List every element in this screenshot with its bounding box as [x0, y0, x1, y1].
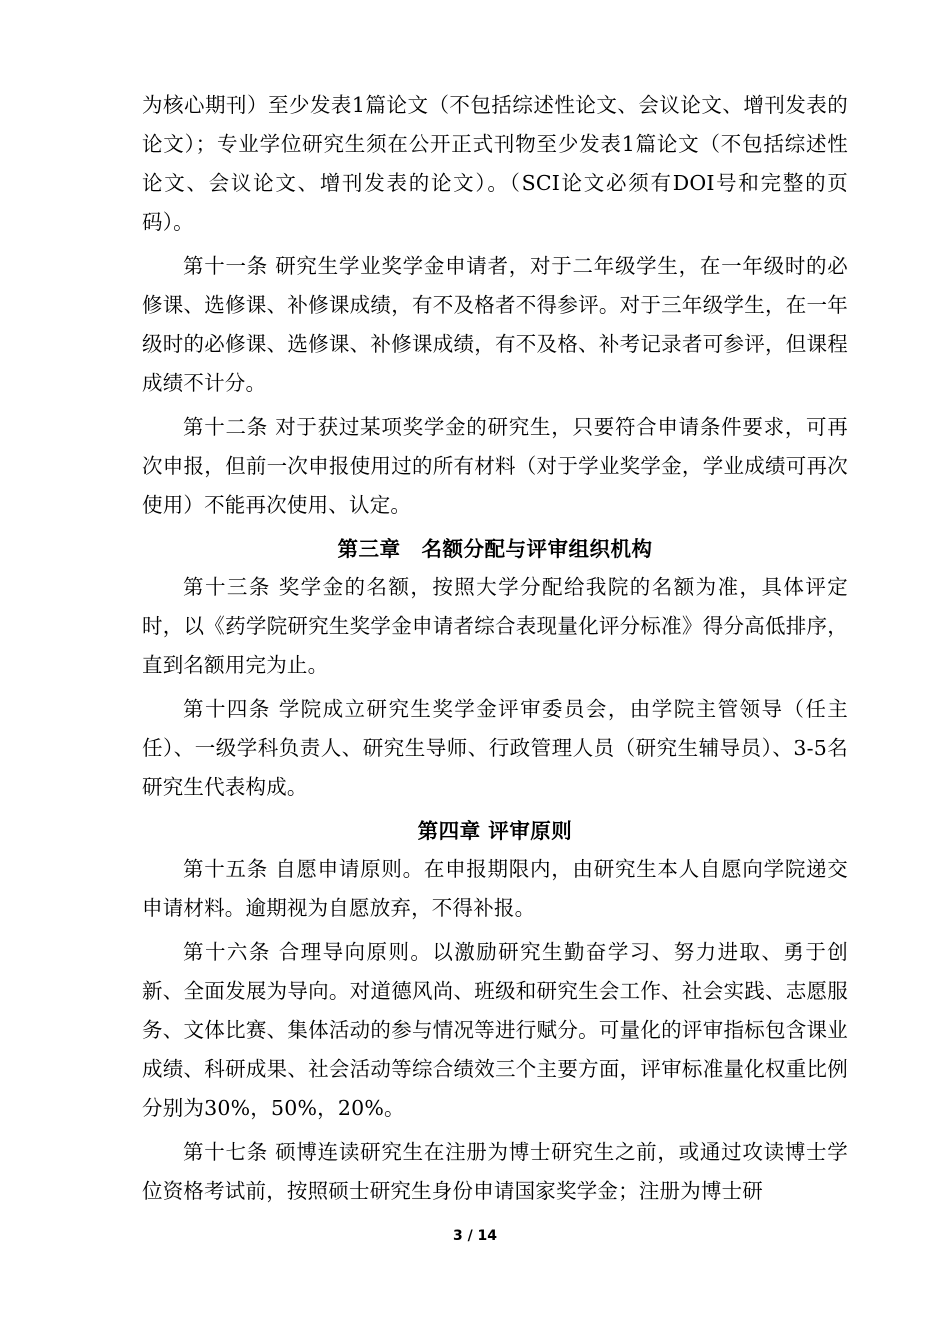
- paragraph-article-17: 第十七条 硕博连读研究生在注册为博士研究生之前，或通过攻读博士学位资格考试前，按照硕士研究生身份申请国家奖学金；注册为博士研: [142, 1140, 848, 1203]
- paragraph-article-10-continued: 为核心期刊）至少发表1篇论文（不包括综述性论文、会议论文、增刊发表的论文）；专业学位研究生须在公开正式刊物至少发表1篇论文（不包括综述性论文、会议论文、增刊发表的论文）。（SCI论文必须有DOI号和完整的页码）。: [142, 93, 848, 234]
- paragraph-article-11: 第十一条 研究生学业奖学金申请者，对于二年级学生，在一年级时的必修课、选修课、补修课成绩，有不及格者不得参评。对于三年级学生，在一年级时的必修课、选修课、补修课成绩，有不及格、补考记录者可参评，但课程成绩不计分。: [142, 254, 848, 395]
- chapter-3-heading: 第三章 名额分配与评审组织机构: [337, 537, 653, 561]
- paragraph-article-14: 第十四条 学院成立研究生奖学金评审委员会，由学院主管领导（任主任）、一级学科负责人、研究生导师、行政管理人员（研究生辅导员）、3-5名研究生代表构成。: [142, 697, 848, 799]
- document-body: [142, 86, 848, 1216]
- paragraph-article-12: 第十二条 对于获过某项奖学金的研究生，只要符合申请条件要求，可再次申报，但前一次申报使用过的所有材料（对于学业奖学金，学业成绩可再次使用）不能再次使用、认定。: [142, 415, 848, 517]
- paragraph-article-13: 第十三条 奖学金的名额，按照大学分配给我院的名额为准，具体评定时，以《药学院研究生奖学金申请者综合表现量化评分标准》得分高低排序，直到名额用完为止。: [142, 575, 848, 677]
- paragraph-article-15: 第十五条 自愿申请原则。在申报期限内，由研究生本人自愿向学院递交申请材料。逾期视为自愿放弃，不得补报。: [142, 857, 848, 920]
- paragraph-article-16: 第十六条 合理导向原则。以激励研究生勤奋学习、努力进取、勇于创新、全面发展为导向。对道德风尚、班级和研究生会工作、社会实践、志愿服务、文体比赛、集体活动的参与情况等进行赋分。可量化的评审指标包含课业成绩、科研成果、社会活动等综合绩效三个主要方面，评审标准量化权重比例分别为30%，50%，20%。: [142, 940, 848, 1120]
- chapter-4-heading: 第四章 评审原则: [417, 819, 573, 843]
- page-number: 3 / 14: [452, 1228, 498, 1244]
